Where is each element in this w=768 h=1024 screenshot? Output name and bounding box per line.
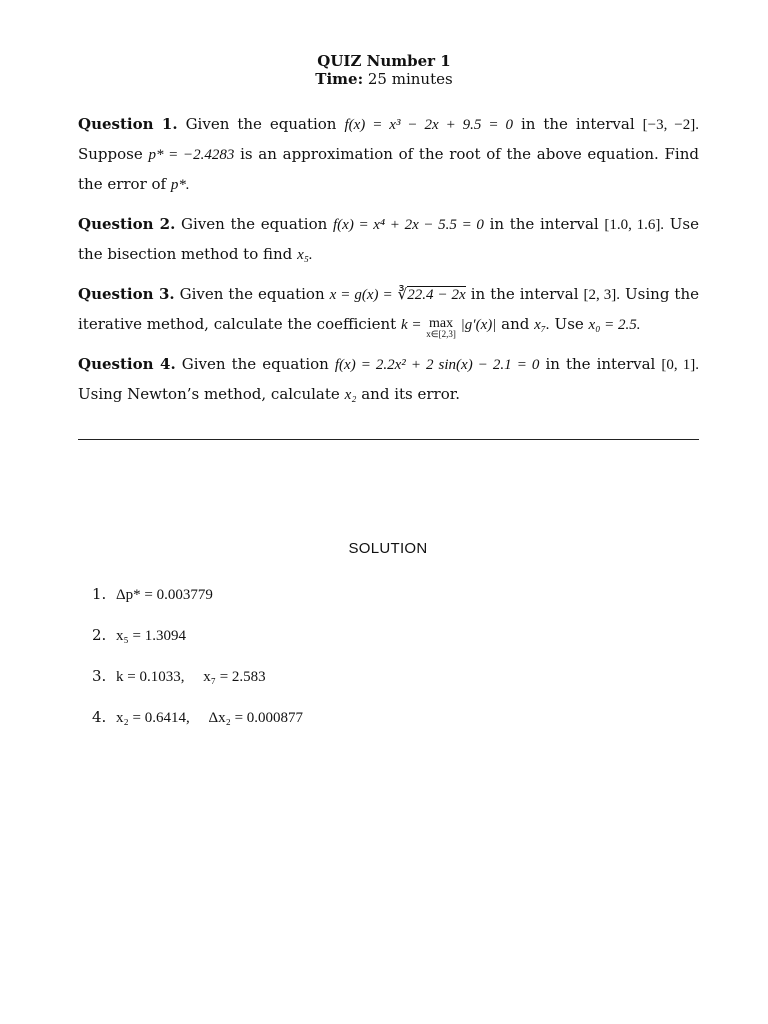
question-text: Using the iterative method, calculate the coefficient	[78, 285, 699, 333]
solution-title: SOLUTION	[348, 540, 428, 557]
equation: f(x) = x⁴ + 2x − 5.5 = 0	[333, 217, 484, 233]
answer-3	[92, 667, 266, 686]
divider-line	[78, 439, 699, 440]
interval: [0, 1].	[661, 357, 699, 373]
question-text: Using Newton’s method, calculate	[78, 385, 340, 403]
max-label: max	[429, 316, 454, 331]
time-label: Time:	[315, 70, 364, 88]
question-4	[78, 350, 699, 410]
question-text: in the interval	[470, 285, 579, 303]
answer-number: 4.	[92, 708, 107, 726]
answer-4	[92, 708, 303, 727]
question-text: and	[501, 315, 530, 333]
question-text: Given the equation	[185, 115, 337, 133]
question-label: Question 4.	[78, 355, 176, 373]
answer-number: 3.	[92, 667, 107, 685]
answer-value: Δp* = 0.003779	[116, 587, 213, 603]
question-text: Given the equation	[180, 215, 328, 233]
time-value: 25 minutes	[367, 70, 453, 88]
root-sign: ∛	[397, 287, 408, 303]
answer-number: 2.	[92, 626, 107, 644]
answer-number: 1.	[92, 585, 107, 603]
max-subscript: x∈[2,3]	[426, 329, 456, 339]
question-text: Given the equation	[181, 355, 329, 373]
answer-value: x₅ = 1.3094	[116, 628, 186, 644]
question-text: Given the equation	[179, 285, 325, 303]
question-2	[78, 210, 699, 270]
question-text: in the interval	[520, 115, 635, 133]
interval: [−3, −2].	[642, 117, 700, 133]
variable: x₅.	[297, 247, 313, 263]
equation: f(x) = 2.2x² + 2 sin(x) − 2.1 = 0	[334, 357, 540, 373]
initial-value: x₀ = 2.5.	[588, 317, 641, 333]
question-text: and its error.	[361, 385, 461, 403]
quiz-title: QUIZ Number 1	[317, 52, 451, 70]
question-text: in the interval	[545, 355, 656, 373]
question-3	[78, 280, 699, 340]
question-text: Suppose	[78, 145, 143, 163]
radicand: 22.4 − 2x	[407, 287, 466, 303]
quiz-header	[0, 52, 768, 88]
answer-1	[92, 585, 213, 604]
question-text: in the interval	[489, 215, 599, 233]
variable: p*.	[170, 177, 190, 193]
question-label: Question 3.	[78, 285, 175, 303]
question-text: Use the bisection method to find	[78, 215, 699, 263]
answer-value: k = 0.1033, x₇ = 2.583	[116, 669, 266, 685]
max-operator	[426, 318, 456, 340]
derivative-abs: |g′(x)|	[460, 317, 497, 333]
question-label: Question 2.	[78, 215, 176, 233]
cube-root	[398, 286, 466, 303]
question-1	[78, 110, 699, 200]
equation: f(x) = x³ − 2x + 9.5 = 0	[344, 117, 513, 133]
interval: [2, 3].	[583, 287, 621, 303]
variable: x₂	[344, 387, 357, 403]
question-text: Use	[554, 315, 584, 333]
approximation: p* = −2.4283	[148, 147, 235, 163]
answer-2	[92, 626, 186, 645]
question-label: Question 1.	[78, 115, 178, 133]
variable: x₇.	[534, 317, 550, 333]
answer-value: x₂ = 0.6414, Δx₂ = 0.000877	[116, 710, 304, 726]
question-text: is an approximation of the root of the above equation. Find the error of	[78, 145, 699, 193]
equation: x = g(x) =	[329, 287, 393, 303]
coefficient-var: k =	[400, 317, 422, 333]
interval: [1.0, 1.6].	[604, 217, 665, 233]
